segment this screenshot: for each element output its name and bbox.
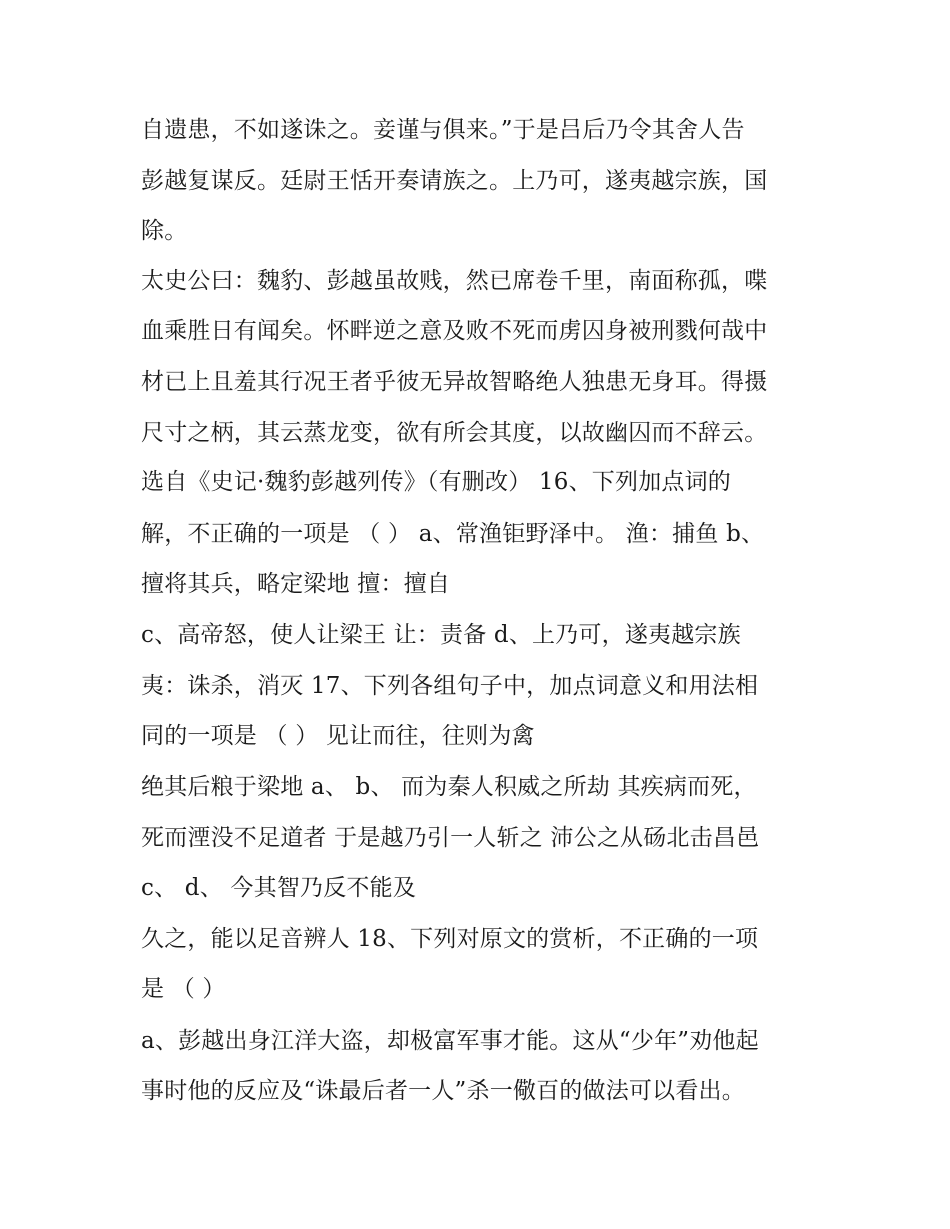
text-line-12: 夷：诛杀，消灭 17、下列各组句子中，加点词意义和用法相 [141,673,759,699]
text-line-8: 选自《史记·魏豹彭越列传》（有删改） 16、下列加点词的 [141,469,731,495]
text-line-9: 解，不正确的一项是 （ ） a、常渔钜野泽中。 渔：捕鱼 b、 [141,521,765,547]
text-line-2: 彭越复谋反。廷尉王恬开奏请族之。上乃可，遂夷越宗族，国 [141,168,768,194]
text-line-13: 同的一项是 （ ） 见让而往，往则为禽 [141,723,535,749]
text-line-16: c、 d、 今其智乃反不能及 [141,875,417,901]
text-line-5: 血乘胜日有闻矣。怀畔逆之意及败不死而虏囚身被刑戮何哉中 [141,318,768,344]
text-line-17: 久之，能以足音辨人 18、下列对原文的赏析，不正确的一项 [141,926,759,952]
text-line-18: 是 （ ） [141,976,226,1002]
text-line-19: a、彭越出身江洋大盗，却极富军事才能。这从“少年”劝他起 [141,1028,759,1054]
text-line-6: 材已上且羞其行况王者乎彼无异故智略绝人独患无身耳。得摄 [141,369,768,395]
text-line-15: 死而湮没不足道者 于是越乃引一人斩之 沛公之从砀北击昌邑 [141,825,760,851]
text-line-11: c、高帝怒，使人让梁王 让：责备 d、上乃可，遂夷越宗族 [141,622,741,648]
text-line-7: 尺寸之柄，其云蒸龙变，欲有所会其度，以故幽囚而不辞云。 [141,420,768,446]
text-line-4: 太史公曰：魏豹、彭越虽故贱，然已席卷千里，南面称孤，喋 [141,268,768,294]
text-line-20: 事时他的反应及“诛最后者一人”杀一儆百的做法可以看出。 [141,1078,745,1104]
text-line-3: 除。 [141,218,188,244]
text-line-10: 擅将其兵，略定梁地 擅：擅自 [141,571,451,597]
text-line-1: 自遗患，不如遂诛之。妾谨与俱来。”于是吕后乃令其舍人告 [141,117,745,143]
text-line-14: 绝其后粮于梁地 a、 b、 而为秦人积威之所劫 其疾病而死， [141,774,757,800]
